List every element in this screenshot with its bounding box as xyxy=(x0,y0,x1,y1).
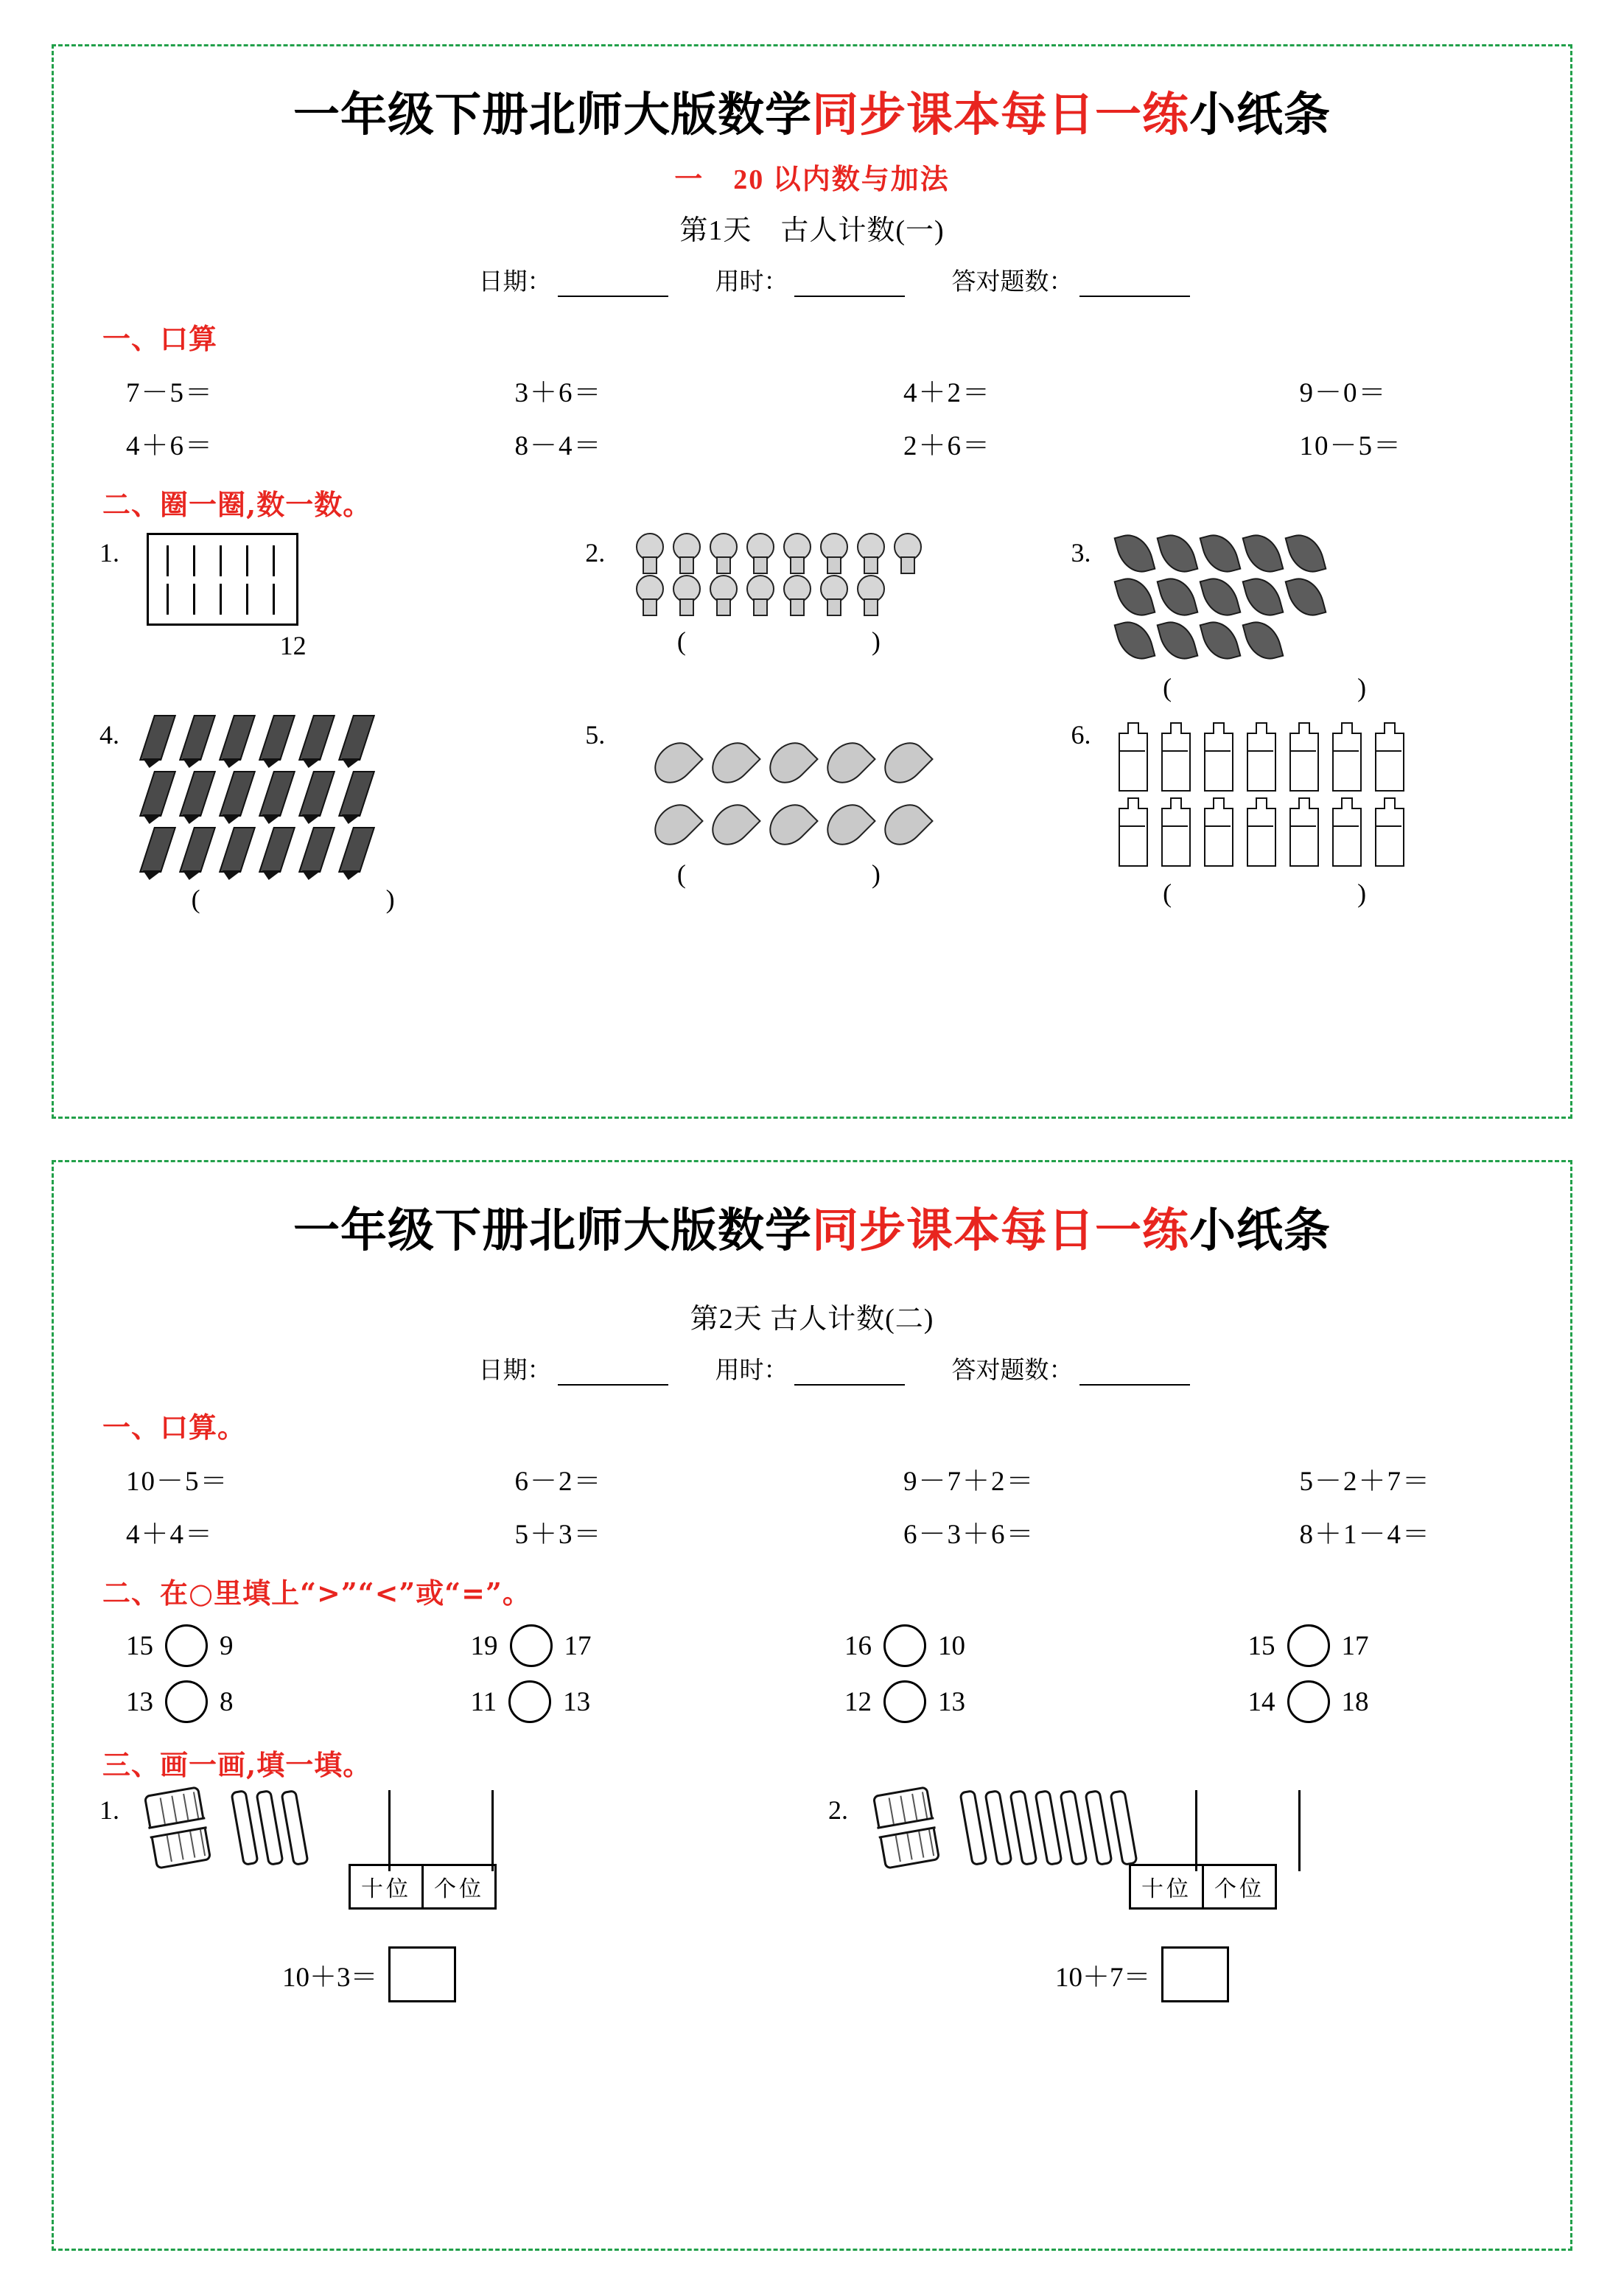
equation-text: 10＋7＝ xyxy=(1055,1963,1151,1994)
leaf-icon xyxy=(1113,573,1155,621)
leaf-icon xyxy=(1156,573,1198,621)
calc-row-2-2 xyxy=(83,1512,1541,1551)
bottle-icon xyxy=(1289,808,1319,867)
bundle-of-ten-icon xyxy=(872,1786,941,1870)
crayon-icon xyxy=(259,827,295,873)
bottle-row xyxy=(1119,733,1541,792)
compare-right: 18 xyxy=(1341,1686,1369,1717)
crayon-icon xyxy=(139,771,176,817)
bottle-icon xyxy=(1161,808,1191,867)
count-grid-row-2 xyxy=(83,715,1541,916)
compare-item xyxy=(1138,1624,1541,1667)
crayon-row xyxy=(147,715,569,761)
title-part-black-left: 一年级下册北师大版数学 xyxy=(293,87,812,142)
meta-correct-1 xyxy=(952,262,1190,297)
sticks-illustration-2 xyxy=(834,1790,1541,1871)
compare-right: 13 xyxy=(563,1686,591,1717)
crayon-icon xyxy=(219,715,256,761)
calc-item: 10－5＝ xyxy=(126,1467,229,1498)
bottle-icon xyxy=(1161,733,1191,792)
leaf-icon xyxy=(1284,573,1326,621)
crayon-icon xyxy=(259,715,295,761)
drop-row xyxy=(657,740,1054,786)
compare-left: 11 xyxy=(470,1686,497,1717)
meta-time-1 xyxy=(715,262,905,297)
meta-line-1 xyxy=(83,262,1541,297)
item-index: 2. xyxy=(828,1795,848,1826)
item-index: 1. xyxy=(99,538,119,567)
meta-time-blank-2[interactable] xyxy=(794,1362,905,1386)
meta-date-1 xyxy=(479,262,668,297)
count-item-4 xyxy=(83,715,569,916)
meta-time-blank-1[interactable] xyxy=(794,273,905,297)
bulb-icon xyxy=(706,533,738,573)
drop-illustration xyxy=(591,715,1054,848)
count-item-1 xyxy=(83,533,569,705)
leaf-icon xyxy=(1113,529,1155,577)
crayon-icon xyxy=(219,771,256,817)
leaf-row xyxy=(1119,620,1541,661)
place-value-stems-2 xyxy=(1173,1790,1357,1871)
equation-2 xyxy=(834,1946,1541,2002)
leaf-illustration xyxy=(1077,533,1541,661)
stick-icon xyxy=(280,1789,309,1866)
crayon-icon xyxy=(179,771,216,817)
tally-box xyxy=(147,533,298,626)
tally-illustration xyxy=(105,533,569,626)
leaf-icon xyxy=(1199,616,1241,664)
calc-item: 8＋1－4＝ xyxy=(1299,1520,1431,1551)
meta-correct-2 xyxy=(952,1351,1190,1386)
crayon-illustration xyxy=(105,715,569,873)
calc-item: 9－7＋2＝ xyxy=(903,1467,1035,1498)
drop-icon xyxy=(704,796,761,853)
bulb-icon xyxy=(853,533,886,573)
calc-item: 4＋4＝ xyxy=(126,1520,214,1551)
meta-correct-blank-2[interactable] xyxy=(1079,1362,1190,1386)
compare-circle-blank[interactable] xyxy=(508,1680,551,1723)
bulb-row xyxy=(632,575,1054,615)
answer-box[interactable] xyxy=(1161,1946,1229,2002)
section-heading-2-3: 三、画一画,填一填。 xyxy=(102,1748,372,1782)
calc-item: 2＋6＝ xyxy=(903,431,991,461)
meta-time-2 xyxy=(715,1351,905,1386)
compare-item xyxy=(105,1680,419,1723)
answer-box[interactable] xyxy=(388,1946,456,2002)
compare-left: 15 xyxy=(126,1630,153,1661)
item-5-answer-blank[interactable]: ( ) xyxy=(676,859,925,889)
unit-heading: 一 20 以内数与加法 xyxy=(674,164,950,195)
count-item-2 xyxy=(569,533,1054,705)
calc-item: 3＋6＝ xyxy=(514,378,603,408)
stick-icon xyxy=(230,1789,259,1866)
stick-icon xyxy=(1059,1789,1088,1866)
single-sticks-group xyxy=(965,1790,1132,1865)
compare-item xyxy=(419,1624,764,1667)
bulb-icon xyxy=(890,533,923,573)
title-part-black-left: 一年级下册北师大版数学 xyxy=(293,1203,812,1258)
equation-1 xyxy=(105,1946,812,2002)
bulb-icon xyxy=(853,575,886,615)
compare-circle-blank[interactable] xyxy=(883,1680,926,1723)
meta-date-blank-1[interactable] xyxy=(558,273,668,297)
bottle-icon xyxy=(1375,733,1404,792)
crayon-row xyxy=(147,827,569,873)
crayon-icon xyxy=(298,771,335,817)
meta-date-blank-2[interactable] xyxy=(558,1362,668,1386)
sheet-1-title xyxy=(83,77,1541,144)
compare-right: 13 xyxy=(938,1686,965,1717)
section-heading-1-2: 二、圈一圈,数一数。 xyxy=(102,488,372,521)
meta-line-2 xyxy=(83,1351,1541,1386)
bulb-icon xyxy=(743,533,775,573)
bulb-icon xyxy=(780,533,812,573)
calc-row-1-1 xyxy=(83,370,1541,410)
crayon-icon xyxy=(338,827,375,873)
compare-left: 15 xyxy=(1247,1630,1275,1661)
stick-icon xyxy=(1084,1789,1113,1866)
leaf-icon xyxy=(1156,529,1198,577)
title-part-black-right: 小纸条 xyxy=(1189,87,1331,142)
stick-icon xyxy=(255,1789,284,1866)
drop-icon xyxy=(646,796,704,853)
stick-icon xyxy=(1109,1789,1138,1866)
meta-time-label-1: 用时： xyxy=(715,269,788,296)
bulb-icon xyxy=(632,533,665,573)
crayon-icon xyxy=(139,715,176,761)
drop-icon xyxy=(819,734,876,792)
bottle-icon xyxy=(1204,808,1233,867)
item-index: 6. xyxy=(1071,720,1091,750)
stick-icon xyxy=(959,1789,987,1866)
compare-left: 12 xyxy=(844,1686,872,1717)
item-1-answer: 12 xyxy=(279,631,307,660)
single-sticks-group xyxy=(237,1790,303,1865)
meta-date-label-1: 日期： xyxy=(478,269,552,296)
leaf-icon xyxy=(1242,573,1284,621)
bulb-icon xyxy=(706,575,738,615)
count-item-5 xyxy=(569,715,1054,916)
compare-circle-blank[interactable] xyxy=(1287,1624,1330,1667)
item-index: 5. xyxy=(585,720,606,750)
stick-icon xyxy=(1034,1789,1063,1866)
item-6-answer-blank[interactable]: ( ) xyxy=(1163,878,1411,908)
worksheet-sheet-1 xyxy=(52,44,1572,1119)
leaf-icon xyxy=(1242,529,1284,577)
bottle-icon xyxy=(1204,733,1233,792)
place-value-stems-1 xyxy=(359,1790,558,1871)
item-index: 3. xyxy=(1071,538,1091,567)
leaf-icon xyxy=(1156,616,1198,664)
compare-right: 17 xyxy=(564,1630,592,1661)
bottle-icon xyxy=(1247,733,1276,792)
crayon-icon xyxy=(298,715,335,761)
compare-row-2 xyxy=(83,1680,1541,1723)
crayon-icon xyxy=(298,827,335,873)
compare-left: 14 xyxy=(1247,1686,1275,1717)
crayon-row xyxy=(147,771,569,817)
stick-icon xyxy=(984,1789,1012,1866)
calc-item: 7－5＝ xyxy=(126,378,214,408)
bottle-icon xyxy=(1332,808,1362,867)
bottle-row xyxy=(1119,808,1541,867)
title-part-red: 同步课本每日一练 xyxy=(812,1203,1189,1258)
bundle-of-ten-icon xyxy=(144,1786,212,1870)
ones-label: 个位 xyxy=(1214,1877,1264,1902)
bottle-icon xyxy=(1332,733,1362,792)
compare-right: 17 xyxy=(1341,1630,1369,1661)
calc-row-2-1 xyxy=(83,1459,1541,1498)
bulb-icon xyxy=(816,575,849,615)
calc-item: 5＋3＝ xyxy=(514,1520,603,1551)
tens-label: 十位 xyxy=(1131,1866,1204,1907)
bulb-row xyxy=(632,533,1054,573)
compare-item xyxy=(419,1680,764,1723)
item-2-answer-blank[interactable]: ( ) xyxy=(676,626,925,656)
leaf-icon xyxy=(1199,573,1241,621)
draw-grid xyxy=(83,1790,1541,2002)
compare-circle-blank[interactable] xyxy=(1287,1680,1330,1723)
sticks-illustration-1 xyxy=(105,1790,812,1871)
worksheet-sheet-2 xyxy=(52,1160,1572,2251)
item-3-answer-blank[interactable]: ( ) xyxy=(1163,673,1411,702)
item-4-answer-blank[interactable]: ( ) xyxy=(191,884,439,914)
bulb-icon xyxy=(743,575,775,615)
meta-time-label-2: 用时： xyxy=(715,1358,788,1385)
calc-item: 10－5＝ xyxy=(1299,431,1402,461)
compare-left: 16 xyxy=(844,1630,872,1661)
leaf-icon xyxy=(1242,616,1284,664)
calc-item: 4＋6＝ xyxy=(126,431,214,461)
calc-item: 6－3＋6＝ xyxy=(903,1520,1035,1551)
compare-right: 10 xyxy=(938,1630,965,1661)
meta-date-2 xyxy=(479,1351,668,1386)
bulb-icon xyxy=(632,575,665,615)
drop-icon xyxy=(819,796,876,853)
count-item-3 xyxy=(1055,533,1541,705)
calc-item: 8－4＝ xyxy=(514,431,603,461)
compare-circle-blank[interactable] xyxy=(165,1680,208,1723)
stick-icon xyxy=(1009,1789,1037,1866)
calc-item: 9－0＝ xyxy=(1299,378,1387,408)
drop-icon xyxy=(761,796,819,853)
bottle-icon xyxy=(1119,733,1148,792)
leaf-icon xyxy=(1113,616,1155,664)
bulb-icon xyxy=(816,533,849,573)
bottle-icon xyxy=(1247,808,1276,867)
drop-row xyxy=(657,802,1054,848)
title-part-black-right: 小纸条 xyxy=(1189,1203,1331,1258)
tens-label: 十位 xyxy=(351,1866,424,1907)
bulb-icon xyxy=(669,575,701,615)
crayon-icon xyxy=(219,827,256,873)
meta-correct-blank-1[interactable] xyxy=(1079,273,1190,297)
compare-left: 19 xyxy=(470,1630,498,1661)
section-heading-2-1: 一、口算。 xyxy=(102,1411,247,1445)
meta-date-label-2: 日期： xyxy=(478,1358,552,1385)
bulb-illustration xyxy=(591,533,1054,615)
crayon-icon xyxy=(338,771,375,817)
drop-icon xyxy=(876,796,934,853)
compare-item xyxy=(763,1680,1138,1723)
leaf-icon xyxy=(1284,529,1326,577)
calc-item: 5－2＋7＝ xyxy=(1299,1467,1431,1498)
compare-left: 13 xyxy=(126,1686,153,1717)
bottle-illustration xyxy=(1077,715,1541,867)
drop-icon xyxy=(646,734,704,792)
item-index: 4. xyxy=(99,720,119,750)
compare-right: 9 xyxy=(220,1630,234,1661)
count-grid-row-1 xyxy=(83,533,1541,705)
compare-circle-blank[interactable] xyxy=(883,1624,926,1667)
crayon-icon xyxy=(179,715,216,761)
bulb-icon xyxy=(669,533,701,573)
item-index: 2. xyxy=(585,538,606,567)
bottle-icon xyxy=(1375,808,1404,867)
calc-item: 6－2＝ xyxy=(514,1467,603,1498)
compare-row-1 xyxy=(83,1624,1541,1667)
leaf-row xyxy=(1119,576,1541,618)
compare-circle-blank[interactable] xyxy=(165,1624,208,1667)
section-heading-1-1: 一、口算 xyxy=(102,322,218,355)
compare-circle-blank[interactable] xyxy=(510,1624,553,1667)
count-item-6 xyxy=(1055,715,1541,916)
bottle-icon xyxy=(1289,733,1319,792)
draw-item-1 xyxy=(83,1790,812,2002)
calc-item: 4＋2＝ xyxy=(903,378,991,408)
calc-row-1-2 xyxy=(83,423,1541,463)
ones-label: 个位 xyxy=(434,1877,484,1902)
meta-correct-label-2: 答对题数： xyxy=(951,1358,1074,1385)
section-heading-2-2: 二、在○里填上“>”“<”或“=”。 xyxy=(102,1576,531,1610)
day-heading-2: 第2天 古人计数(二) xyxy=(690,1304,934,1335)
item-index: 1. xyxy=(99,1795,119,1826)
draw-item-2 xyxy=(812,1790,1541,2002)
leaf-row xyxy=(1119,533,1541,574)
title-part-red: 同步课本每日一练 xyxy=(812,87,1189,142)
compare-item xyxy=(1138,1680,1541,1723)
crayon-icon xyxy=(338,715,375,761)
equation-text: 10＋3＝ xyxy=(282,1963,378,1994)
drop-icon xyxy=(761,734,819,792)
crayon-icon xyxy=(139,827,176,873)
meta-correct-label-1: 答对题数： xyxy=(951,269,1074,296)
compare-item xyxy=(763,1624,1138,1667)
day-heading-1: 第1天 古人计数(一) xyxy=(679,215,945,246)
compare-right: 8 xyxy=(220,1686,234,1717)
drop-icon xyxy=(704,734,761,792)
bulb-icon xyxy=(780,575,812,615)
leaf-icon xyxy=(1199,529,1241,577)
crayon-icon xyxy=(259,771,295,817)
sheet-2-title xyxy=(83,1193,1541,1260)
compare-item xyxy=(105,1624,419,1667)
bottle-icon xyxy=(1119,808,1148,867)
drop-icon xyxy=(876,734,934,792)
crayon-icon xyxy=(179,827,216,873)
